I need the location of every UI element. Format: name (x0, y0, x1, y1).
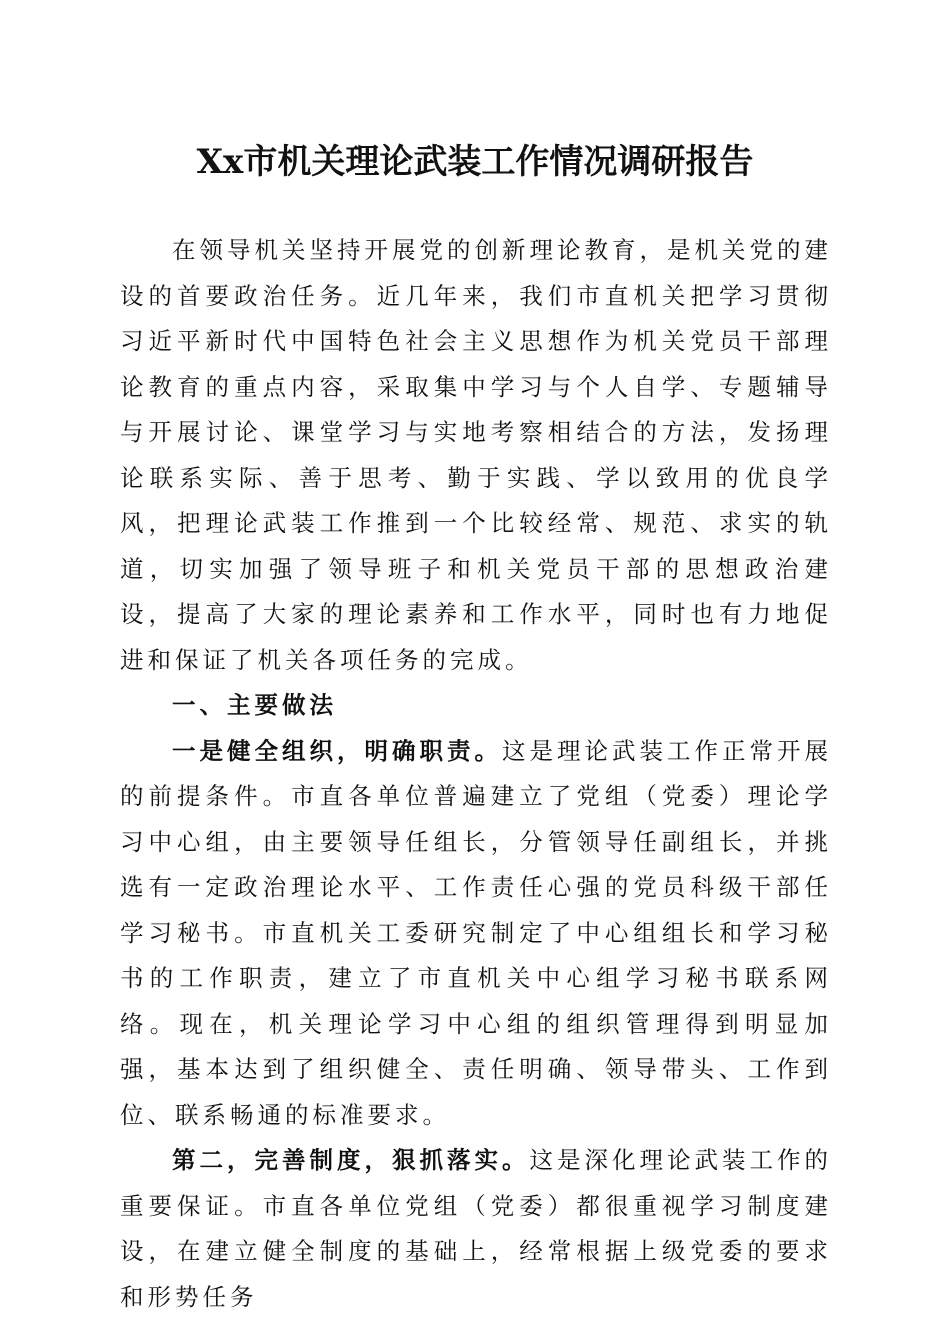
paragraph-text: 这是深化理论武装工作的重要保证。市直各单位党组（党委）都很重视学习制度建设，在建立健全制度的基础上，经常根据上级党委的要求和形势任务 (120, 1146, 832, 1311)
paragraph-system (120, 1138, 832, 1320)
document-title: Xx市机关理论武装工作情况调研报告 (196, 142, 754, 182)
document-body (120, 228, 832, 1320)
paragraph-lead: 第二，完善制度，狠抓落实。 (172, 1146, 530, 1174)
paragraph-text: 这是理论武装工作正常开展的前提条件。市直各单位普遍建立了党组（党委）理论学习中心组，由主要领导任组长，分管领导任副组长，并挑选有一定政治理论水平、工作责任心强的党员科级干部任学习秘书。市直机关工委研究制定了中心组组长和学习秘书的工作职责，建立了市直机关中心组学习秘书联系网络。现在，机关理论学习中心组的组织管理得到明显加强，基本达到了组织健全、责任明确、领导带头、工作到位、联系畅通的标准要求。 (120, 736, 832, 1129)
paragraph-lead: 一是健全组织，明确职责。 (172, 736, 502, 765)
paragraph-organization (120, 729, 832, 1139)
section-heading: 一、主要做法 (172, 691, 337, 719)
intro-paragraph: 在领导机关坚持开展党的创新理论教育，是机关党的建设的首要政治任务。近几年来，我们市直机关把学习贯彻习近平新时代中国特色社会主义思想作为机关党员干部理论教育的重点内容，采取集中学习与个人自学、专题辅导与开展讨论、课堂学习与实地考察相结合的方法，发扬理论联系实际、善于思考、勤于实践、学以致用的优良学风，把理论武装工作推到一个比较经常、规范、求实的轨道，切实加强了领导班子和机关党员干部的思想政治建设，提高了大家的理论素养和工作水平，同时也有力地促进和保证了机关各项任务的完成。 (120, 236, 832, 674)
